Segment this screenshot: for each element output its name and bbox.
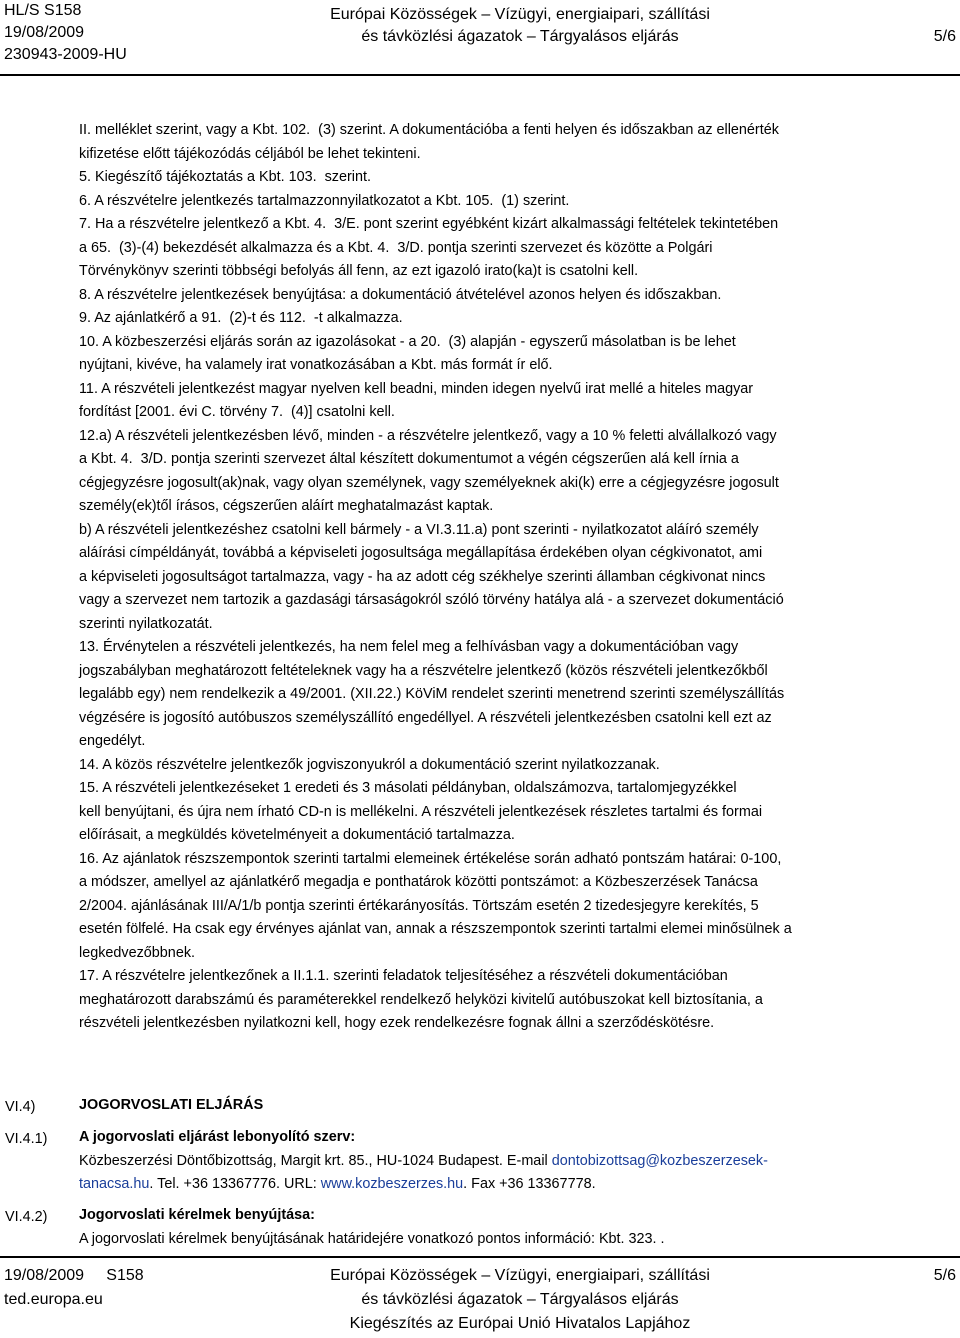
body-line: nyújtani, kivéve, ha valamely irat vonatkozásában a Kbt. más formát ír elő.	[79, 357, 553, 373]
body-line: fordítást [2001. évi C. törvény 7. (4)] csatolni kell.	[79, 404, 395, 420]
section-number-vi4: VI.4)	[5, 1099, 36, 1115]
body-line: a Kbt. 4. 3/D. pontja szerinti szervezet által készített dokumentumot a végén cégszerűen alá kell írnia a	[79, 451, 739, 467]
body-line: legalább egy) nem rendelkezik a 49/2001. (XII.22.) KöViM rendelet szerinti menetrend szerinti személyszállítás	[79, 686, 785, 702]
body-line: előírásait, a megküldés követelményeit a dokumentáció tartalmazza.	[79, 827, 515, 843]
body-line: meghatározott darabszámú és paraméterekkel rendelkező helyközi kivitelű autóbuszokat kell biztosítania, a	[79, 991, 763, 1008]
body-line: esetén fölfelé. Ha csak egy érvényes ajánlat van, annak a részszempontok szerinti tartalmi elemei minősülnek a	[79, 921, 792, 937]
email-link-continued[interactable]: tanacsa.hu	[79, 1176, 150, 1192]
body-line: 15. A részvételi jelentkezéseket 1 eredeti és 3 másolati példányban, oldalszámozva, tartalomjegyzékkel	[79, 780, 737, 796]
body-line: jogszabályban meghatározott feltételeknek vagy ha a részvételre jelentkező (közös részvételi jelentkezőkből	[79, 662, 768, 679]
footer-divider	[0, 1256, 960, 1258]
body-line: a 65. (3)-(4) bekezdését alkalmazza és a Kbt. 4. 3/D. pontja szerinti szervezet és közötte a Polgári	[79, 239, 713, 256]
body-line: a képviseleti jogosultságot tartalmazza, vagy - ha az adott cég székhelye szerinti államban cégkivonat nincs	[79, 568, 766, 585]
footer-site: ted.europa.eu	[4, 1291, 103, 1308]
footer-title-line1: Európai Közösségek – Vízügyi, energiaipari, szállítási	[330, 1267, 710, 1284]
body-line: engedélyt.	[79, 733, 146, 749]
body-line: vagy a szervezet nem tartozik a gazdasági társaságokról szóló törvény hatálya alá - a szervezet dokumentáció	[79, 592, 784, 608]
section-vi41	[79, 1126, 949, 1197]
body-text	[79, 119, 949, 1036]
tel-text: . Tel. +36 13367776. URL:	[149, 1176, 321, 1192]
email-link[interactable]: dontobizottsag@kozbeszerzesek-	[551, 1152, 768, 1169]
body-line: szerinti nyilatkozatát.	[79, 615, 213, 632]
body-line: kifizetése előtt tájékozódás céljából be lehet tekinteni.	[79, 145, 421, 162]
footer-title-line3: Kiegészítés az Európai Unió Hivatalos Lapjához	[349, 1315, 691, 1332]
footer-title	[270, 1264, 770, 1336]
body-line: 11. A részvételi jelentkezést magyar nyelven kell beadni, minden idegen nyelvű irat mellé a hiteles magyar	[79, 380, 754, 397]
section-vi4	[79, 1094, 949, 1118]
body-line: 10. A közbeszerzési eljárás során az igazolásokat - a 20. (3) alapján - egyszerű másolatban is be lehet	[79, 333, 736, 350]
review-body-address	[79, 1150, 949, 1174]
header-date: 19/08/2009	[4, 24, 85, 41]
body-line: végzésére is jogosító autóbuszos személyszállító engedéllyel. A részvételi jelentkezésben csatolni kell ezt az	[79, 709, 772, 726]
review-body-address-text: Közbeszerzési Döntőbizottság, Margit krt. 85., HU-1024 Budapest. E-mail	[79, 1152, 552, 1169]
body-line: 8. A részvételre jelentkezések benyújtása: a dokumentáció átvételével azonos helyen és időszakban.	[79, 286, 722, 303]
body-line: személy(ek)től írásos, cégszerűen aláírt meghatalmazást kaptak.	[79, 498, 494, 514]
header-left	[4, 0, 127, 66]
body-line: 14. A közös részvételre jelentkezők jogviszonyukról a dokumentáció szerint nyilatkozzanak.	[79, 756, 660, 773]
footer-page: 5/6	[933, 1267, 956, 1284]
footer-left	[4, 1264, 144, 1312]
body-line: b) A részvételi jelentkezéshez csatolni kell bármely - a VI.3.11.a) pont szerinti - nyilatkozatot aláíró személy	[79, 521, 759, 538]
body-line: 7. Ha a részvételre jelentkező a Kbt. 4. 3/E. pont szerint egyébként kizárt alkalmassági feltételek tekintetében	[79, 216, 779, 232]
body-line: Törvénykönyv szerinti többségi befolyás áll fenn, az ezt igazoló irato(ka)t is csatolni kell.	[79, 263, 639, 279]
body-line: 16. Az ajánlatok részszempontok szerinti tartalmi elemeinek értékelése során adható pontszám határai: 0-100,	[79, 850, 782, 867]
footer-date-ref: 19/08/2009 S158	[4, 1267, 144, 1284]
header-page: 5/6	[933, 28, 956, 45]
body-line: aláírási címpéldányát, továbbá a képviseleti jogosultsága megállapítása érdekében olyan cégkivonatot, ami	[79, 545, 763, 561]
header-title	[270, 4, 770, 48]
body-line: 12.a) A részvételi jelentkezésben lévő, minden - a részvételre jelentkező, vagy a 10 % feletti alvállalkozó vagy	[79, 427, 777, 444]
body-line: 5. Kiegészítő tájékoztatás a Kbt. 103. szerint.	[79, 169, 371, 185]
header-title-line2: és távközlési ágazatok – Tárgyalásos eljárás	[361, 28, 679, 45]
section-title-vi4: JOGORVOSLATI ELJÁRÁS	[79, 1097, 264, 1113]
body-line: 2/2004. ajánlásának III/A/1/b pontja szerinti értékarányosítás. Törtszám esetén 2 tizedesjegyre kerekítés, 5	[79, 897, 759, 914]
body-line: cégjegyzésre jogosult(ak)nak, vagy olyan személynek, vagy személyeknek aki(k) erre a cégjegyzésre jogosult	[79, 474, 779, 491]
header-ref: HL/S S158	[4, 2, 82, 19]
section-title-vi41: A jogorvoslati eljárást lebonyolító szerv:	[79, 1129, 356, 1145]
body-line: legkedvezőbbnek.	[79, 944, 196, 961]
body-line: II. melléklet szerint, vagy a Kbt. 102. (3) szerint. A dokumentációba a fenti helyen és időszakban az ellenérték	[79, 122, 779, 138]
body-line: 9. Az ajánlatkérő a 91. (2)-t és 112. -t alkalmazza.	[79, 310, 403, 326]
section-vi42	[79, 1204, 949, 1251]
section-number-vi41: VI.4.1)	[5, 1131, 48, 1147]
body-line: 6. A részvételre jelentkezés tartalmazzonnyilatkozatot a Kbt. 105. (1) szerint.	[79, 192, 570, 209]
body-line: kell benyújtani, és újra nem írható CD-n is mellékelni. A részvételi jelentkezések részletes tartalmi és formai	[79, 803, 763, 820]
footer-title-line2: és távközlési ágazatok – Tárgyalásos eljárás	[361, 1291, 679, 1308]
body-line: a módszer, amellyel az ajánlatkérő megadja e ponthatárok közötti pontszámot: a Közbeszerzések Tanácsa	[79, 874, 758, 890]
header-id: 230943-2009-HU	[4, 46, 127, 63]
section-vi42-text: A jogorvoslati kérelmek benyújtásának határidejére vonatkozó pontos információ: Kbt. 323. .	[79, 1230, 665, 1247]
body-line: 13. Érvénytelen a részvételi jelentkezés, ha nem felel meg a felhívásban vagy a dokumentációban vagy	[79, 639, 739, 655]
url-link[interactable]: www.kozbeszerzes.hu	[320, 1176, 464, 1192]
body-line: részvételi jelentkezésben nyilatkozni kell, hogy ezek rendelkezésre fognak állni a szerződéskötésre.	[79, 1015, 715, 1031]
page-header	[0, 0, 960, 72]
fax-text: . Fax +36 13367778.	[463, 1176, 596, 1192]
review-body-contacts	[79, 1173, 949, 1197]
section-number-vi42: VI.4.2)	[5, 1209, 48, 1225]
section-title-vi42: Jogorvoslati kérelmek benyújtása:	[79, 1207, 315, 1223]
body-line: 17. A részvételre jelentkezőnek a II.1.1. szerinti feladatok teljesítéséhez a részvételi dokumentációban	[79, 968, 728, 984]
header-title-line1: Európai Közösségek – Vízügyi, energiaipari, szállítási	[330, 6, 710, 23]
header-divider	[0, 74, 960, 76]
